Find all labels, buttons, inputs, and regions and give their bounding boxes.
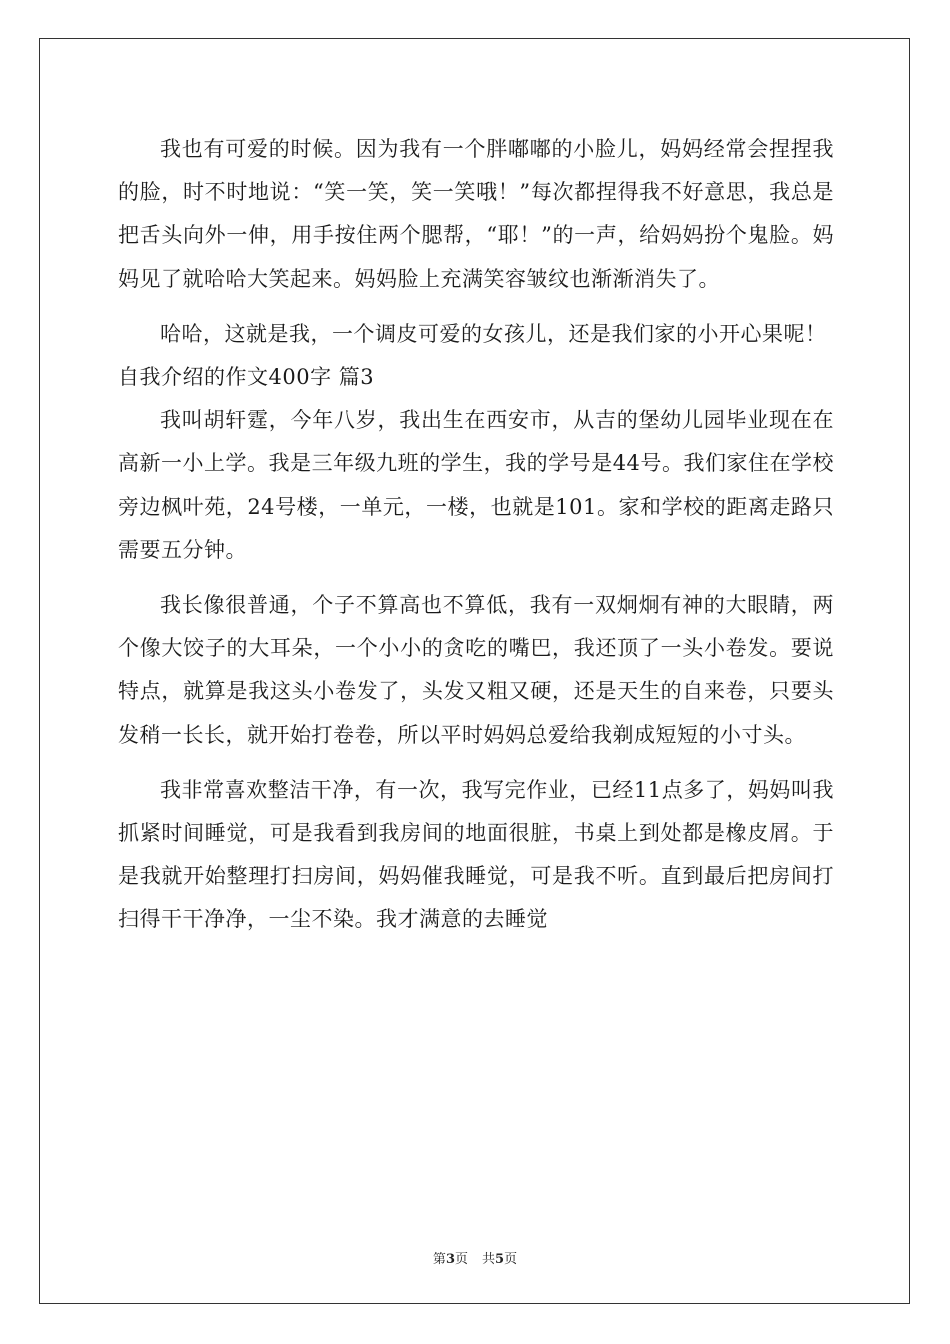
document-body [118,128,834,942]
paragraph: 我叫胡轩霆，今年八岁，我出生在西安市，从吉的堡幼儿园毕业现在在高新一小上学。我是三年级九班的学生，我的学号是44号。我们家住在学校旁边枫叶苑，24号楼，一单元，一楼，也就是101。家和学校的距离走路只需要五分钟。 [118,408,834,562]
paragraph: 哈哈，这就是我，一个调皮可爱的女孩儿，还是我们家的小开心果呢！ [160,321,827,346]
paragraph: 我长像很普通，个子不算高也不算低，我有一双炯炯有神的大眼睛，两个像大饺子的大耳朵，一个小小的贪吃的嘴巴，我还顶了一头小卷发。要说特点，就算是我这头小卷发了，头发又粗又硬，还是天生的自来卷，只要头发稍一长长，就开始打卷卷，所以平时妈妈总爱给我剃成短短的小寸头。 [118,593,834,747]
section-heading: 自我介绍的作文400字 篇3 [118,365,375,390]
total-prefix: 共 [482,1252,496,1267]
page-footer [0,1248,950,1267]
total-page-number: 5 [495,1252,505,1267]
paragraph: 我也有可爱的时候。因为我有一个胖嘟嘟的小脸儿，妈妈经常会捏捏我的脸，时不时地说：“笑一笑，笑一笑哦！”每次都捏得我不好意思，我总是把舌头向外一伸，用手按住两个腮帮，“耶！”的一声，给妈妈扮个鬼脸。妈妈见了就哈哈大笑起来。妈妈脸上充满笑容皱纹也渐渐消失了。 [118,137,834,291]
current-page-number: 3 [445,1252,455,1267]
total-unit: 页 [504,1252,518,1267]
page-prefix: 第 [432,1252,446,1267]
paragraph: 我非常喜欢整洁干净，有一次，我写完作业，已经11点多了，妈妈叫我抓紧时间睡觉，可是我看到我房间的地面很脏，书桌上到处都是橡皮屑。于是我就开始整理打扫房间，妈妈催我睡觉，可是我不听。直到最后把房间打扫得干干净净，一尘不染。我才满意的去睡觉 [118,777,834,932]
page-unit: 页 [454,1252,468,1267]
